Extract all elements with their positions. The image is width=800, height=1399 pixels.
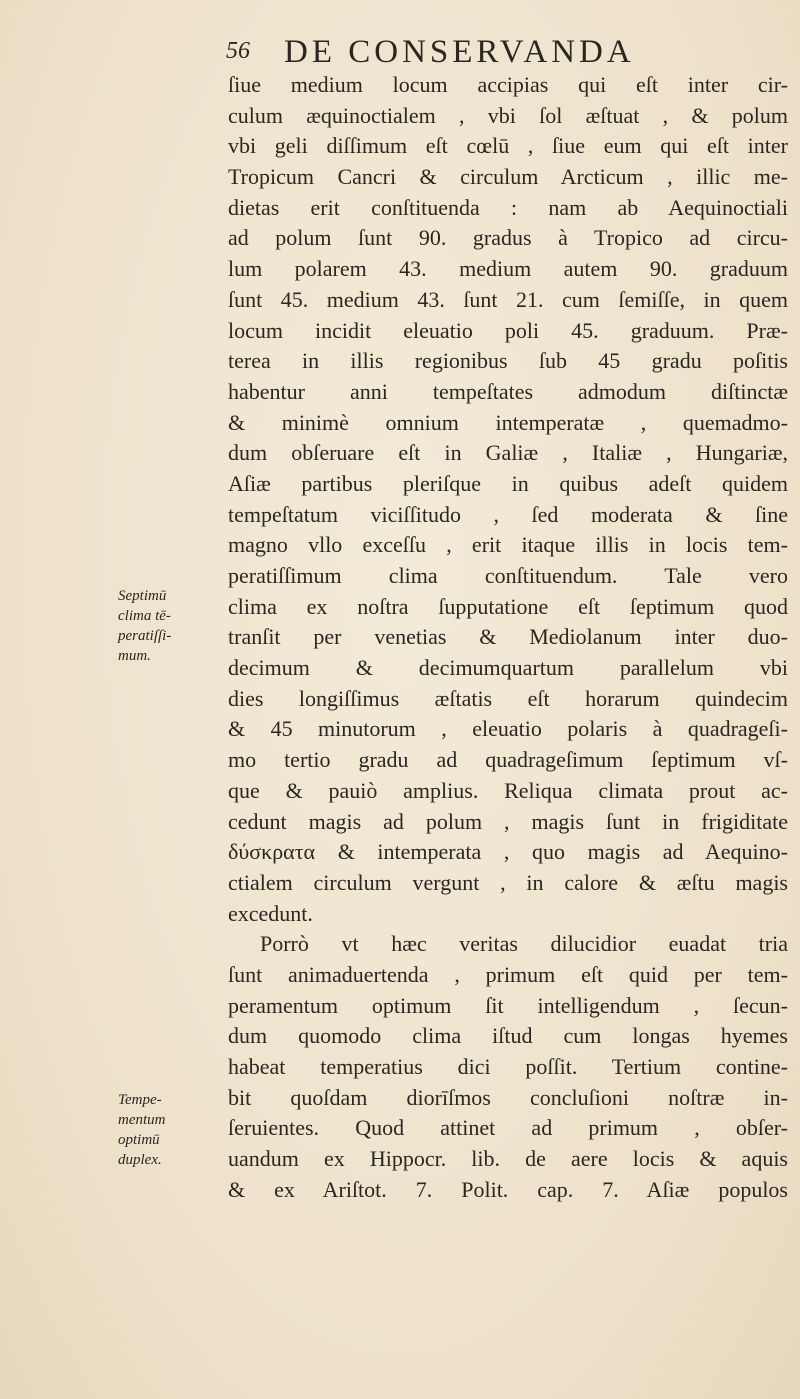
text-line: bit quoſdam diorīſmos concluſioni noſtræ in-	[228, 1084, 788, 1110]
text-line: lum polarem 43. medium autem 90. graduum	[228, 256, 788, 282]
text-line: tranſit per venetias & Mediolanum inter duo-	[228, 624, 788, 650]
text-line: ſiue medium locum accipias qui eſt inter cir-	[228, 72, 788, 97]
text-line: excedunt.	[228, 900, 313, 926]
text-line: & 45 minutorum , eleuatio polaris à quadrageſi-	[228, 716, 788, 742]
text-line: uandum ex Hippocr. lib. de aere locis & aquis	[228, 1146, 788, 1172]
text-line: δύσκρατα & intemperata , quo magis ad Aequino-	[228, 839, 788, 865]
text-line: habeat temperatius dici poſſit. Tertium contine-	[228, 1054, 788, 1079]
margin-note-septimum	[118, 586, 214, 666]
text-line: dum obſeruare eſt in Galiæ , Italiæ , Hungariæ,	[228, 440, 788, 466]
text-line: habentur anni tempeſtates admodum diſtinctæ	[228, 378, 788, 404]
text-line: magno vllo exceſſu , erit itaque illis in locis tem-	[228, 532, 788, 558]
margin-note-line: Tempe-	[118, 1092, 162, 1108]
text-line: Porrò vt hæc veritas dilucidior euadat tria	[260, 931, 788, 957]
page-header	[226, 34, 786, 70]
text-line: peramentum optimum ſit intelligendum , ſecun-	[228, 992, 788, 1018]
text-line: culum æquinoctialem , vbi ſol æſtuat , & polum	[228, 102, 788, 128]
text-line: ſeruientes. Quod attinet ad primum , obſer-	[228, 1115, 788, 1141]
margin-note-line: mum.	[118, 648, 151, 664]
text-line: decimum & decimumquartum parallelum vbi	[228, 655, 788, 681]
margin-note-line: Septimū	[118, 588, 167, 604]
text-line: ſunt 45. medium 43. ſunt 21. cum ſemiſſe, in quem	[228, 286, 788, 312]
text-line: locum incidit eleuatio poli 45. graduum. Præ-	[228, 317, 788, 343]
margin-note-line: clima tē-	[118, 608, 171, 624]
text-line: Aſiæ partibus pleriſque in quibus adeſt quidem	[228, 470, 788, 496]
margin-note-line: mentum	[118, 1112, 166, 1128]
margin-note-line: optimū	[118, 1132, 160, 1148]
text-line: ſunt animaduertenda , primum eſt quid per tem-	[228, 961, 788, 987]
text-line: vbi geli diſſimum eſt cœlū , ſiue eum qui eſt inter	[228, 133, 788, 159]
body-text	[228, 70, 788, 1205]
text-line: ad polum ſunt 90. gradus à Tropico ad circu-	[228, 225, 788, 251]
text-line: & ex Ariſtot. 7. Polit. cap. 7. Aſiæ populos	[228, 1176, 788, 1202]
margin-note-temperamentum	[118, 1090, 214, 1170]
page-number: 56	[226, 38, 250, 64]
text-line: tempeſtatum viciſſitudo , ſed moderata & ſine	[228, 501, 788, 527]
text-line: dietas erit conſtituenda : nam ab Aequinoctiali	[228, 194, 788, 220]
text-line: que & pauiò amplius. Reliqua climata prout ac-	[228, 777, 788, 803]
text-line: dum quomodo clima iſtud cum longas hyemes	[228, 1023, 788, 1049]
text-line: & minimè omnium intemperatæ , quemadmo-	[228, 409, 788, 435]
text-line: ctialem circulum vergunt , in calore & æſtu magis	[228, 869, 788, 895]
text-line: peratiſſimum clima conſtituendum. Tale vero	[228, 563, 788, 588]
text-line: mo tertio gradu ad quadrageſimum ſeptimum vſ-	[228, 747, 788, 773]
text-line: Tropicum Cancri & circulum Arcticum , illic me-	[228, 164, 788, 190]
text-line: cedunt magis ad polum , magis ſunt in frigiditate	[228, 808, 788, 834]
text-line: clima ex noſtra ſupputatione eſt ſeptimum quod	[228, 593, 788, 619]
running-head: DE CONSERVANDA	[284, 34, 635, 70]
text-line: terea in illis regionibus ſub 45 gradu poſitis	[228, 348, 788, 374]
margin-note-line: peratiſſi-	[118, 628, 172, 644]
text-line: dies longiſſimus æſtatis eſt horarum quindecim	[228, 685, 788, 711]
margin-note-line: duplex.	[118, 1152, 162, 1168]
